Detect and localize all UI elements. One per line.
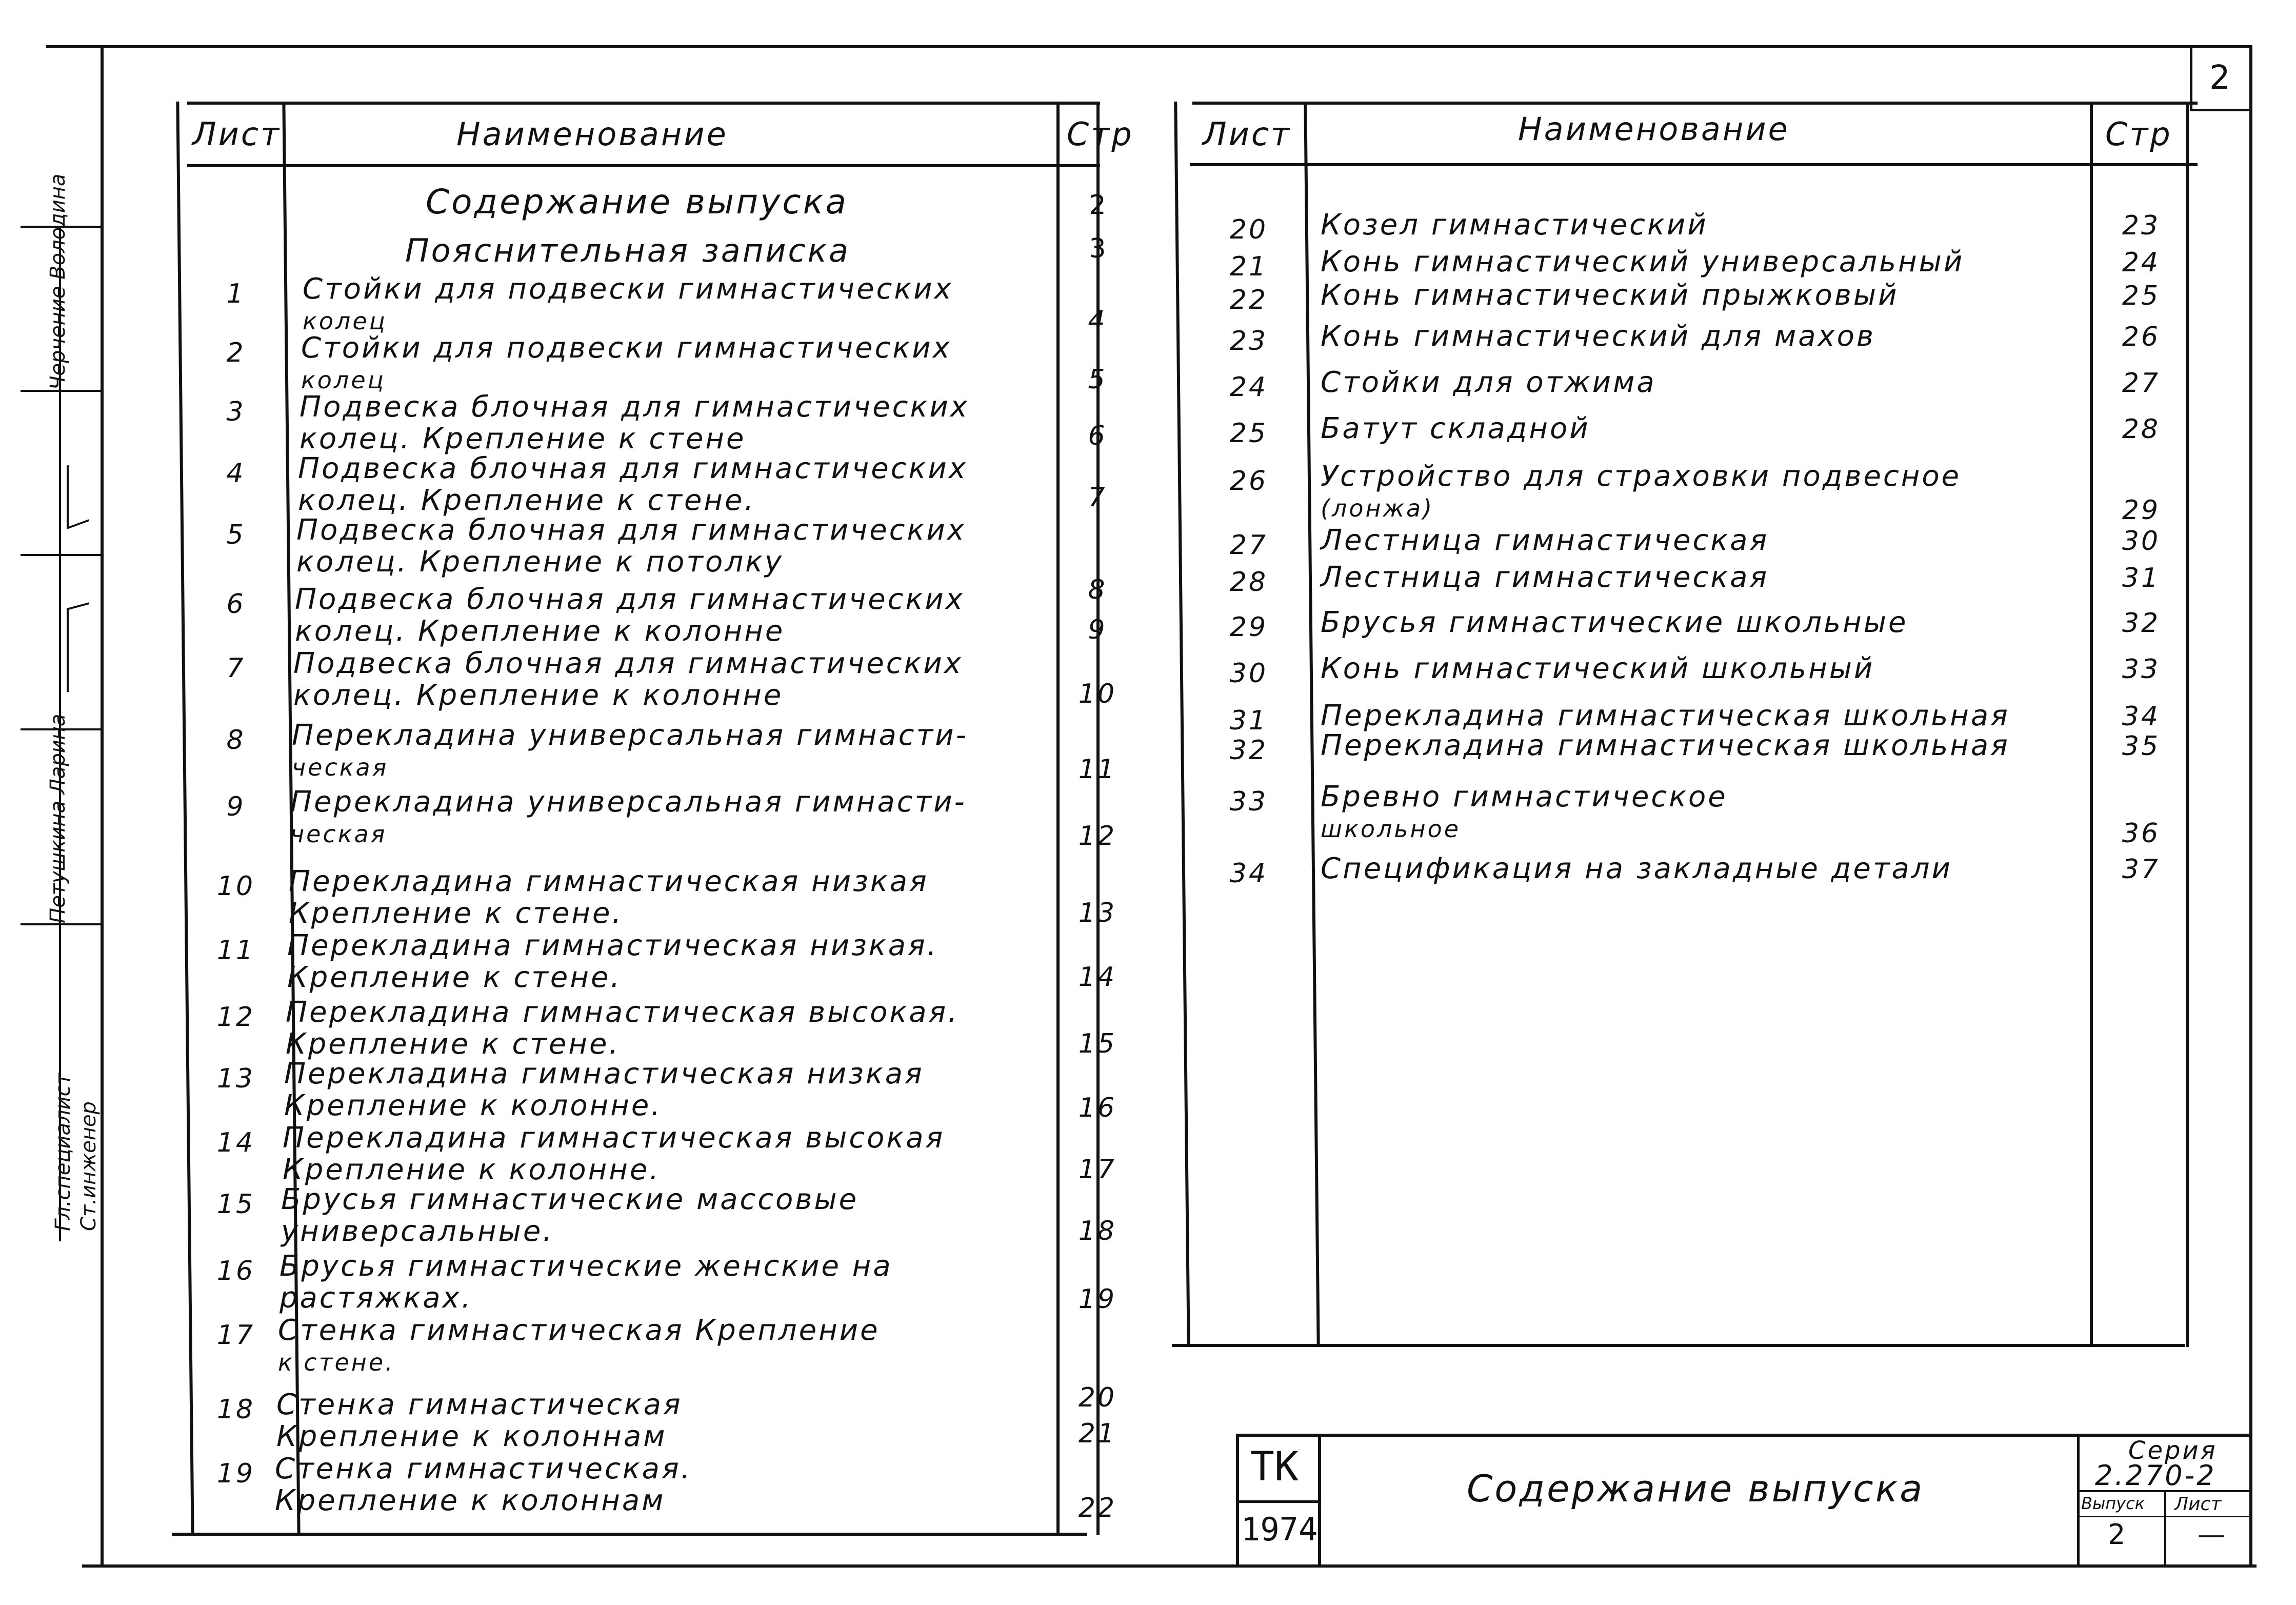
right-table-bottom <box>1172 1344 2185 1347</box>
left-header-name: Наименование <box>456 115 728 153</box>
right-row-name-line: Батут складной <box>1321 412 1590 445</box>
left-row-sheet: 16 <box>216 1256 255 1286</box>
right-row-name-line: Конь гимнастический прыжковый <box>1321 279 1899 312</box>
left-row-sheet: 11 <box>216 935 255 966</box>
left-row-page: 7 <box>1088 482 1107 513</box>
left-row-page: 11 <box>1078 754 1117 785</box>
right-row-sheet: 26 <box>1229 466 1268 497</box>
left-row-name-line: Стойки для подвески гимнастических <box>303 272 953 306</box>
right-table-col2 <box>2090 102 2093 1347</box>
left-row-name-line: Перекладина универсальная гимнасти- <box>292 719 968 752</box>
right-row-page: 31 <box>2122 563 2161 593</box>
left-table-left <box>176 102 194 1535</box>
right-row-sheet: 20 <box>1229 214 1268 245</box>
right-row-page: 23 <box>2122 210 2161 241</box>
right-row-page: 25 <box>2122 281 2161 311</box>
left-row-name-line: Перекладина гимнастическая низкая. <box>287 929 939 962</box>
title-block-issue-divider <box>2164 1490 2166 1564</box>
title-block-top <box>1236 1434 2251 1437</box>
left-row-page: 19 <box>1078 1284 1117 1315</box>
left-row-page: 14 <box>1078 962 1117 993</box>
left-row-sheet: 2 <box>226 338 246 368</box>
right-table-header-bottom <box>1190 163 2198 166</box>
left-row-page: 10 <box>1078 679 1117 709</box>
frame-bottom-line <box>82 1564 2257 1568</box>
right-header-name: Наименование <box>1518 110 1790 148</box>
title-block-label-row <box>2077 1516 2251 1517</box>
title-block-org-divider <box>1318 1434 1321 1564</box>
left-row-name-line: Перекладина гимнастическая низкая <box>284 1057 924 1091</box>
left-row-name-line: колец. Крепление к колонне <box>293 679 784 712</box>
right-row-page: 32 <box>2122 608 2161 639</box>
right-table-right <box>2186 102 2189 1347</box>
left-row-page: 6 <box>1088 421 1107 451</box>
left-heading-contents-page: 2 <box>1089 190 1106 221</box>
right-row-sheet: 32 <box>1229 735 1268 766</box>
sheet-number: 2 <box>2209 59 2232 97</box>
left-row-name-line: Стенка гимнастическая. <box>275 1452 692 1485</box>
right-row-name-line: Лестница гимнастическая <box>1321 561 1769 594</box>
left-row-name-line: Стенка гимнастическая <box>276 1388 683 1421</box>
left-row-sheet: 13 <box>216 1063 255 1094</box>
left-row-name-line: ческая <box>292 754 389 781</box>
left-row-sheet: 15 <box>216 1189 255 1220</box>
left-row-page: 5 <box>1088 364 1107 395</box>
left-row-page: 4 <box>1088 305 1107 336</box>
right-row-sheet: 23 <box>1229 326 1268 356</box>
right-row-sheet: 21 <box>1229 251 1268 282</box>
left-row-name-line: Подвеска блочная для гимнастических <box>300 390 969 424</box>
left-row-page: 9 <box>1088 615 1107 645</box>
left-row-name-line: универсальные. <box>281 1215 554 1248</box>
left-row-name-line: колец. Крепление к колонне <box>295 615 785 648</box>
year: 1974 <box>1241 1511 1318 1548</box>
right-row-page: 33 <box>2122 654 2161 685</box>
left-row-page: 8 <box>1088 574 1107 605</box>
left-table-header-bottom <box>187 164 1100 167</box>
left-row-page: 13 <box>1078 898 1117 928</box>
side-stamp-line-2: Петушкина Ларина <box>46 714 70 923</box>
left-row-name-line: Брусья гимнастические массовые <box>281 1183 859 1216</box>
right-row-name-line: Брусья гимнастические школьные <box>1321 606 1908 639</box>
left-row-name-line: колец. Крепление к стене. <box>298 484 756 517</box>
sheet-value: — <box>2198 1518 2227 1551</box>
frame-top-line <box>46 45 2251 48</box>
right-row-page: 28 <box>2122 414 2161 445</box>
right-row-sheet: 24 <box>1229 372 1268 403</box>
left-row-name-line: колец. Крепление к потолку <box>296 545 784 579</box>
right-row-sheet: 31 <box>1229 705 1268 736</box>
left-row-sheet: 4 <box>226 458 246 489</box>
right-row-sheet: 34 <box>1229 858 1268 889</box>
right-row-page: 24 <box>2122 247 2161 278</box>
left-row-name-line: Подвеска блочная для гимнастических <box>295 583 965 616</box>
right-row-sheet: 22 <box>1229 285 1268 315</box>
right-row-name-line: Конь гимнастический универсальный <box>1321 245 1965 279</box>
left-row-name-line: Стенка гимнастическая Крепление <box>278 1314 880 1347</box>
title-block-left <box>1236 1434 1239 1564</box>
right-row-name-line: школьное <box>1321 815 1461 843</box>
right-table-left <box>1174 102 1190 1347</box>
left-row-name-line: ческая <box>290 820 387 848</box>
left-row-name-line: Крепление к колоннам <box>275 1484 666 1517</box>
left-row-name-line: колец <box>303 307 387 335</box>
issue-value: 2 <box>2108 1518 2128 1551</box>
left-heading-contents: Содержание выпуска <box>426 182 848 222</box>
left-row-sheet: 19 <box>216 1458 255 1489</box>
right-row-name-line: Стойки для отжима <box>1321 366 1656 399</box>
title-block-series-divider <box>2077 1434 2080 1564</box>
side-stamp-line-3: Гл.специалист <box>51 1073 75 1231</box>
left-header-page: Стр <box>1067 115 1134 153</box>
issue-label: Выпуск <box>2081 1494 2145 1513</box>
side-stamp-line-1: Черчение Володина <box>46 173 70 390</box>
left-table-top <box>187 102 1100 105</box>
left-row-name-line: Крепление к колонне. <box>284 1089 663 1122</box>
right-table-top <box>1192 102 2198 105</box>
left-row-name-line: Брусья гимнастические женские на <box>279 1250 893 1283</box>
left-row-sheet: 3 <box>226 397 246 427</box>
right-row-page: 26 <box>2122 322 2161 352</box>
right-table-col1 <box>1304 102 1320 1347</box>
left-table-col2 <box>1056 102 1060 1535</box>
side-stamp-line-4: Ст.инженер <box>77 1101 101 1231</box>
right-row-sheet: 25 <box>1229 418 1268 449</box>
left-row-page: 17 <box>1078 1154 1117 1185</box>
right-row-page: 35 <box>2122 731 2161 762</box>
left-row-page: 21 <box>1078 1418 1117 1449</box>
right-row-page: 34 <box>2122 701 2161 732</box>
left-row-name-line: Крепление к колонне. <box>283 1153 661 1186</box>
right-row-name-line: Козел гимнастический <box>1321 208 1708 242</box>
left-row-name-line: колец. Крепление к стене <box>300 422 746 455</box>
left-row-name-line: Подвеска блочная для гимнастических <box>296 513 966 547</box>
series-label: Серия <box>2128 1436 2218 1465</box>
right-row-page: 29 <box>2122 495 2161 526</box>
right-row-name-line: Устройство для страховки подвесное <box>1321 460 1962 493</box>
left-row-name-line: Стойки для подвески гимнастических <box>301 331 952 365</box>
left-row-name-line: Крепление к стене. <box>287 961 622 994</box>
right-row-sheet: 33 <box>1229 786 1268 817</box>
document-title: Содержание выпуска <box>1467 1467 1925 1510</box>
right-header-page: Стр <box>2105 115 2172 153</box>
left-row-sheet: 7 <box>226 653 246 684</box>
left-row-name-line: Перекладина гимнастическая высокая. <box>286 996 959 1029</box>
side-stamp-divider-2 <box>21 554 103 556</box>
left-row-page: 16 <box>1078 1093 1117 1123</box>
left-table-bottom <box>172 1533 1087 1536</box>
right-row-name-line: Конь гимнастический для махов <box>1321 320 1875 353</box>
left-row-name-line: Подвеска блочная для гимнастических <box>293 647 963 680</box>
sheet-label: Лист <box>2174 1494 2222 1515</box>
right-row-sheet: 29 <box>1229 612 1268 643</box>
right-row-name-line: Бревно гимнастическое <box>1321 780 1728 814</box>
left-row-name-line: колец <box>301 366 386 394</box>
series-number: 2.270-2 <box>2095 1459 2217 1492</box>
left-row-page: 18 <box>1078 1216 1117 1246</box>
left-row-sheet: 14 <box>216 1127 255 1158</box>
left-row-sheet: 10 <box>216 871 255 902</box>
sheet-number-box-bottom <box>2190 109 2251 111</box>
sheet-number-box-left <box>2190 48 2192 110</box>
right-row-page: 37 <box>2122 854 2161 885</box>
right-row-sheet: 30 <box>1229 658 1268 689</box>
left-row-page: 12 <box>1078 821 1117 851</box>
left-row-name-line: Крепление к стене. <box>286 1027 621 1061</box>
left-heading-explanatory-page: 3 <box>1089 233 1106 264</box>
left-row-name-line: Перекладина гимнастическая низкая <box>289 865 929 898</box>
left-row-page: 20 <box>1078 1382 1117 1413</box>
left-row-sheet: 9 <box>226 791 246 822</box>
left-header-sheet: Лист <box>192 115 282 153</box>
left-row-name-line: растяжках. <box>279 1281 473 1315</box>
left-row-name-line: Крепление к стене. <box>289 897 624 930</box>
right-row-name-line: Перекладина гимнастическая школьная <box>1321 699 2010 732</box>
left-row-name-line: Крепление к колоннам <box>276 1420 667 1453</box>
left-row-sheet: 12 <box>216 1002 255 1033</box>
right-row-page: 30 <box>2122 526 2161 557</box>
left-row-name-line: Перекладина универсальная гимнасти- <box>290 785 967 819</box>
right-row-name-line: Перекладина гимнастическая школьная <box>1321 729 2010 762</box>
left-row-name-line: Подвеска блочная для гимнастических <box>298 452 968 485</box>
left-row-page: 22 <box>1078 1493 1117 1523</box>
side-stamp-divider-4 <box>21 923 103 925</box>
right-row-name-line: (лонжа) <box>1321 494 1434 522</box>
signature-mark-1 <box>67 458 89 529</box>
left-row-sheet: 18 <box>216 1394 255 1425</box>
left-row-sheet: 17 <box>216 1320 255 1351</box>
right-header-sheet: Лист <box>1203 115 1292 153</box>
frame-right-line <box>2249 45 2252 1564</box>
right-row-page: 36 <box>2122 818 2161 849</box>
frame-left-line <box>101 48 104 1567</box>
left-row-name-line: Перекладина гимнастическая высокая <box>283 1121 945 1155</box>
right-row-name-line: Спецификация на закладные детали <box>1321 852 1952 885</box>
right-row-page: 27 <box>2122 368 2161 399</box>
signature-mark-2 <box>67 602 89 692</box>
right-row-name-line: Конь гимнастический школьный <box>1321 652 1875 685</box>
right-row-sheet: 27 <box>1229 530 1268 561</box>
left-heading-explanatory: Пояснительная записка <box>405 232 851 269</box>
left-row-sheet: 6 <box>226 589 246 620</box>
side-stamp-divider-1 <box>21 390 103 392</box>
right-row-sheet: 28 <box>1229 567 1268 598</box>
left-row-page: 15 <box>1078 1028 1117 1059</box>
left-row-name-line: к стене. <box>278 1349 395 1376</box>
left-row-sheet: 8 <box>226 725 246 756</box>
left-row-sheet: 1 <box>226 279 246 309</box>
title-block-org-mid <box>1236 1500 1319 1503</box>
right-row-name-line: Лестница гимнастическая <box>1321 524 1769 557</box>
org-code: ТК <box>1250 1444 1299 1490</box>
left-row-sheet: 5 <box>226 520 246 550</box>
